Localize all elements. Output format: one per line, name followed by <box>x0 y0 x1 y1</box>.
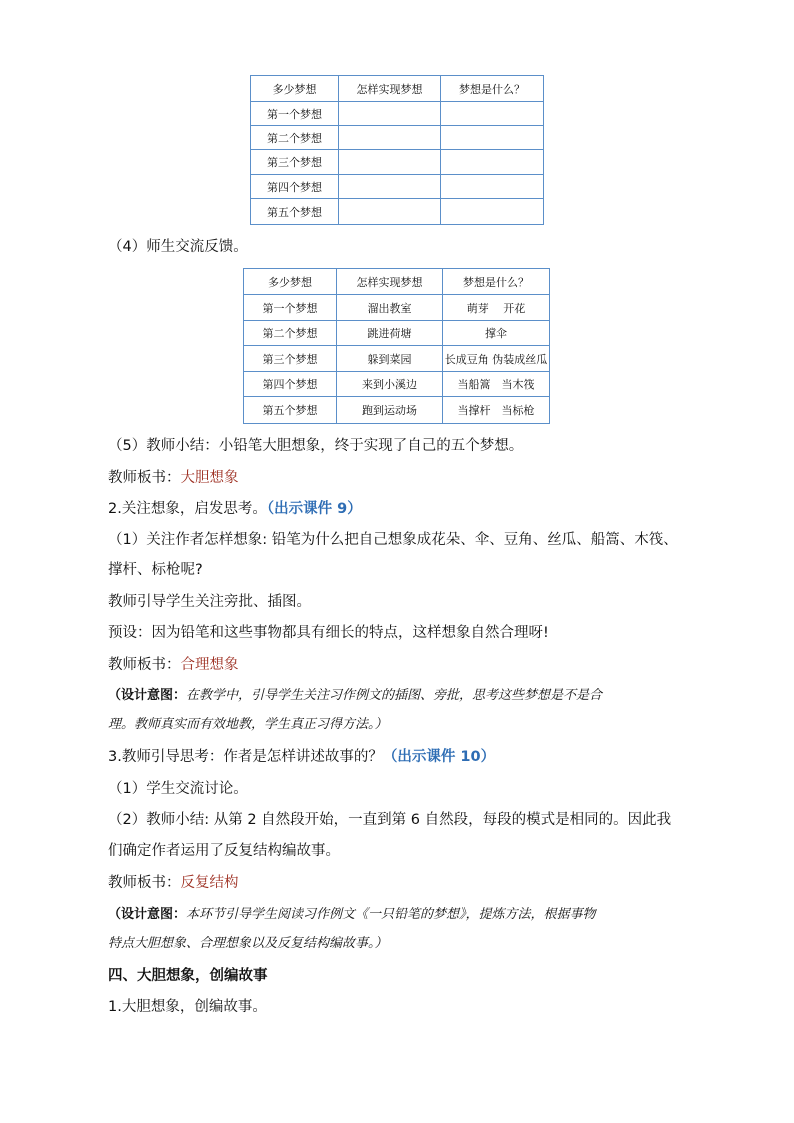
design-intent-1 <box>108 685 602 707</box>
step-4: （4）师生交流反馈。 <box>108 239 248 255</box>
table-header: 怎样实现梦想 <box>337 269 443 295</box>
table-header: 多少梦想 <box>251 76 339 102</box>
design-intent-label: （设计意图： <box>108 688 187 703</box>
table-row <box>244 346 550 372</box>
table-cell: 第三个梦想 <box>251 150 339 175</box>
table-cell: 跑到运动场 <box>337 397 443 424</box>
table-header: 梦想是什么？ <box>443 269 550 295</box>
table-cell: 第五个梦想 <box>244 397 337 424</box>
table-cell: 第二个梦想 <box>244 321 337 346</box>
board-label: 教师板书： <box>108 657 181 673</box>
table-header: 怎样实现梦想 <box>339 76 441 102</box>
board-value: 反复结构 <box>180 875 239 891</box>
section-3-step-2: （2）教师小结: 从第 2 自然段开始，一直到第 6 自然段，每段的模式是相同的。因此我 <box>108 812 672 828</box>
table-row <box>244 397 550 424</box>
board-value: 合理想象 <box>180 657 239 673</box>
section-3-text: 3.教师引导思考：作者是怎样讲述故事的？ <box>108 749 383 765</box>
table-cell: 第一个梦想 <box>244 295 337 321</box>
table-cell: 第一个梦想 <box>251 102 339 126</box>
design-intent-label: （设计意图： <box>108 907 187 922</box>
section-2-question-cont: 撑杆、标枪呢? <box>108 562 203 578</box>
table-cell: 当撑杆 当标枪 <box>443 397 550 424</box>
board-note-1 <box>108 467 239 489</box>
teacher-guide: 教师引导学生关注旁批、插图。 <box>108 594 311 610</box>
table-cell: 溜出教室 <box>337 295 443 321</box>
design-intent-text: 本环节引导学生阅读习作例文《一只铅笔的梦想》，提炼方法，根据事物 <box>186 907 596 922</box>
table-cell <box>441 175 544 199</box>
board-label: 教师板书： <box>108 875 181 891</box>
section-3-step-1: （1）学生交流讨论。 <box>108 781 248 797</box>
dream-table-empty <box>250 75 544 225</box>
table-cell: 当船篙 当木筏 <box>443 372 550 397</box>
preset-answer: 预设：因为铅笔和这些事物都具有细长的特点，这样想象自然合理呀! <box>108 625 549 641</box>
design-intent-text: 在教学中，引导学生关注习作例文的插图、旁批，思考这些梦想是不是合 <box>186 688 603 703</box>
table-cell: 第四个梦想 <box>251 175 339 199</box>
design-intent-2 <box>108 904 596 926</box>
design-intent-2-cont: 特点大胆想象、合理想象以及反复结构编故事。） <box>108 936 388 951</box>
table-cell <box>339 126 441 150</box>
board-note-3 <box>108 872 239 894</box>
table-row <box>251 175 544 199</box>
table-row <box>251 102 544 126</box>
table-cell <box>339 199 441 225</box>
courseware-tag: （出示课件 10） <box>382 749 496 765</box>
table-cell <box>339 175 441 199</box>
section-3-step-2-cont: 们确定作者运用了反复结构编故事。 <box>108 843 340 859</box>
table-row <box>244 295 550 321</box>
section-4-heading: 四、大胆想象，创编故事 <box>108 968 268 984</box>
table-cell: 躲到菜园 <box>337 346 443 372</box>
table-cell: 来到小溪边 <box>337 372 443 397</box>
step-5: （5）教师小结：小铅笔大胆想象，终于实现了自己的五个梦想。 <box>108 438 524 454</box>
table-cell <box>441 150 544 175</box>
board-note-2 <box>108 654 239 676</box>
table-cell <box>339 102 441 126</box>
table-row <box>251 126 544 150</box>
table-row <box>251 199 544 225</box>
section-4-step-1: 1.大胆想象，创编故事。 <box>108 999 267 1015</box>
courseware-tag: （出示课件 9） <box>266 501 362 517</box>
table-row <box>251 150 544 175</box>
table-cell: 撑伞 <box>443 321 550 346</box>
board-label: 教师板书： <box>108 470 181 486</box>
table-cell <box>441 102 544 126</box>
table-header: 梦想是什么？ <box>441 76 544 102</box>
section-3-title <box>108 746 495 768</box>
table-row <box>244 372 550 397</box>
dream-table-filled <box>243 268 550 424</box>
table-cell <box>339 150 441 175</box>
table-cell: 长成豆角 伪装成丝瓜 <box>443 346 550 372</box>
table-cell <box>441 199 544 225</box>
table-cell <box>441 126 544 150</box>
table-cell: 第二个梦想 <box>251 126 339 150</box>
table-cell: 第五个梦想 <box>251 199 339 225</box>
section-2-title <box>108 498 362 520</box>
table-header: 多少梦想 <box>244 269 337 295</box>
design-intent-1-cont: 理。教师真实而有效地教，学生真正习得方法。） <box>108 717 388 732</box>
table-cell: 第三个梦想 <box>244 346 337 372</box>
section-2-text: 2.关注想象，启发思考。 <box>108 501 267 517</box>
table-cell: 跳进荷塘 <box>337 321 443 346</box>
table-cell: 第四个梦想 <box>244 372 337 397</box>
section-2-question: （1）关注作者怎样想象: 铅笔为什么把自己想象成花朵、伞、豆角、丝瓜、船篙、木筏、 <box>108 532 678 548</box>
table-row <box>244 321 550 346</box>
board-value: 大胆想象 <box>180 470 239 486</box>
table-cell: 萌芽 开花 <box>443 295 550 321</box>
